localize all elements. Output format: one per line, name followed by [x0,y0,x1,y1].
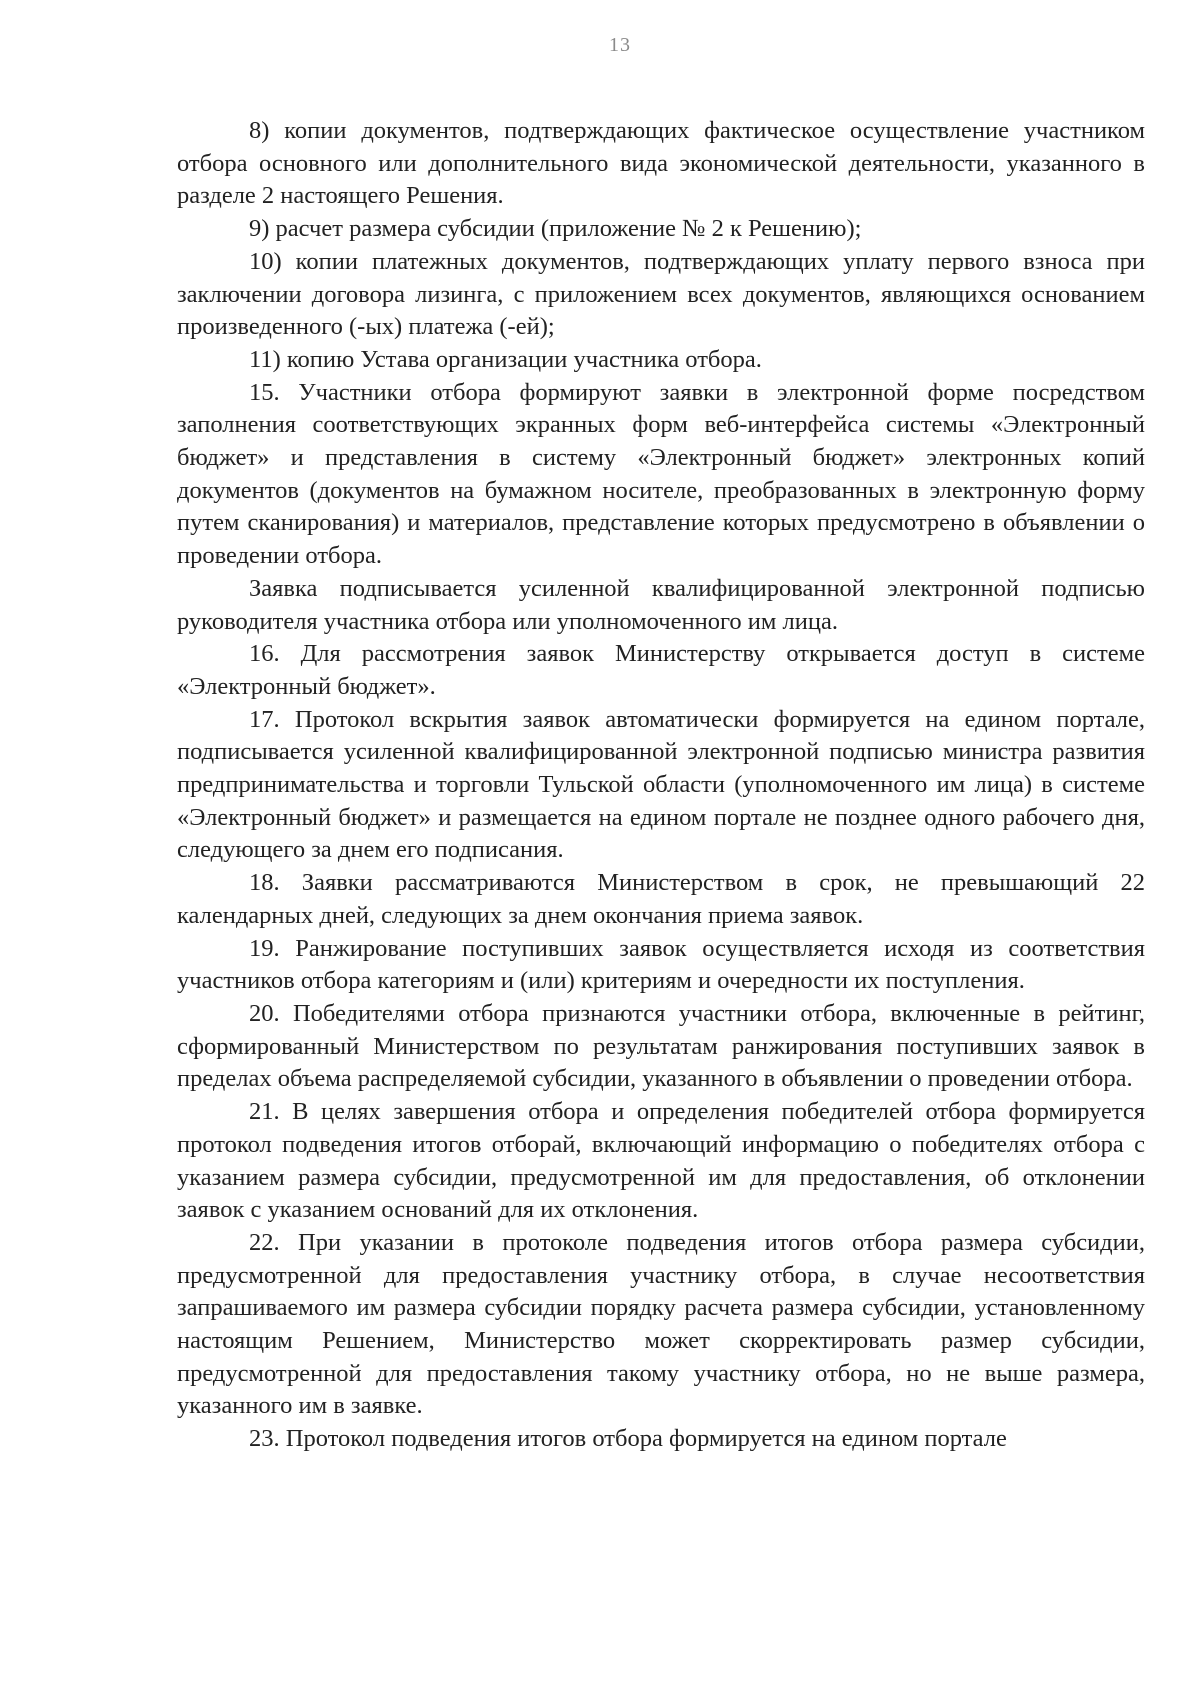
document-body [177,115,1145,1456]
paragraph-clause-23: 23. Протокол подведения итогов отбора формируется на едином портале [249,1425,1007,1453]
paragraph-clause-22: 22. При указании в протоколе подведения итогов отбора размера субсидии, предусмотренной для предоставления участнику отбора, в случае несоответствия запрашиваемого им размера субсидии порядку расчета размера субсидии, установленному настоящим Решением, Министерство может скорректировать размер субсидии, предусмотренной для предоставления такому участнику отбора, но не выше размера, указанного им в заявке. [177,1228,1145,1420]
paragraph-clause-16: 16. Для рассмотрения заявок Министерству открывается доступ в системе «Электронный бюджет». [177,640,1145,700]
paragraph-clause-21: 21. В целях завершения отбора и определения победителей отбора формируется протокол подведения итогов отборай, включающий информацию о победителях отбора с указанием размера субсидии, предусмотренной им для предоставления, об отклонении заявок с указанием оснований для их отклонения. [177,1098,1145,1224]
paragraph-item-8: 8) копии документов, подтверждающих фактическое осуществление участником отбора основного или дополнительного вида экономической деятельности, указанного в разделе 2 настоящего Решения. [177,117,1145,210]
page-number: 13 [609,34,631,56]
paragraph-clause-15: 15. Участники отбора формируют заявки в электронной форме посредством заполнения соответствующих экранных форм веб-интерфейса системы «Электронный бюджет» и представления в систему «Электронный бюджет» электронных копий документов (документов на бумажном носителе, преобразованных в электронную форму путем сканирования) и материалов, представление которых предусмотрено в объявлении о проведении отбора. [177,378,1145,570]
paragraph-clause-17: 17. Протокол вскрытия заявок автоматически формируется на едином портале, подписывается усиленной квалифицированной электронной подписью министра развития предпринимательства и торговли Тульской области (уполномоченного им лица) в системе «Электронный бюджет» и размещается на едином портале не позднее одного рабочего дня, следующего за днем его подписания. [177,705,1145,864]
paragraph-item-9: 9) расчет размера субсидии (приложение № 2 к Решению); [249,215,862,243]
paragraph-item-10: 10) копии платежных документов, подтверждающих уплату первого взноса при заключении договора лизинга, с приложением всех документов, являющихся основанием произведенного (-ых) платежа (-ей); [177,247,1145,341]
paragraph-item-11: 11) копию Устава организации участника отбора. [249,345,762,373]
paragraph-application-signature: Заявка подписывается усиленной квалифицированной электронной подписью руководителя участника отбора или уполномоченного им лица. [177,574,1145,635]
paragraph-clause-19: 19. Ранжирование поступивших заявок осуществляется исходя из соответствия участников отбора категориям и (или) критериям и очередности их поступления. [177,934,1145,995]
paragraph-clause-20: 20. Победителями отбора признаются участники отбора, включенные в рейтинг, сформированный Министерством по результатам ранжирования поступивших заявок в пределах объема распределяемой субсидии, указанного в объявлении о проведении отбора. [177,999,1145,1093]
paragraph-clause-18: 18. Заявки рассматриваются Министерством в срок, не превышающий 22 календарных дней, следующих за днем окончания приема заявок. [177,869,1145,929]
